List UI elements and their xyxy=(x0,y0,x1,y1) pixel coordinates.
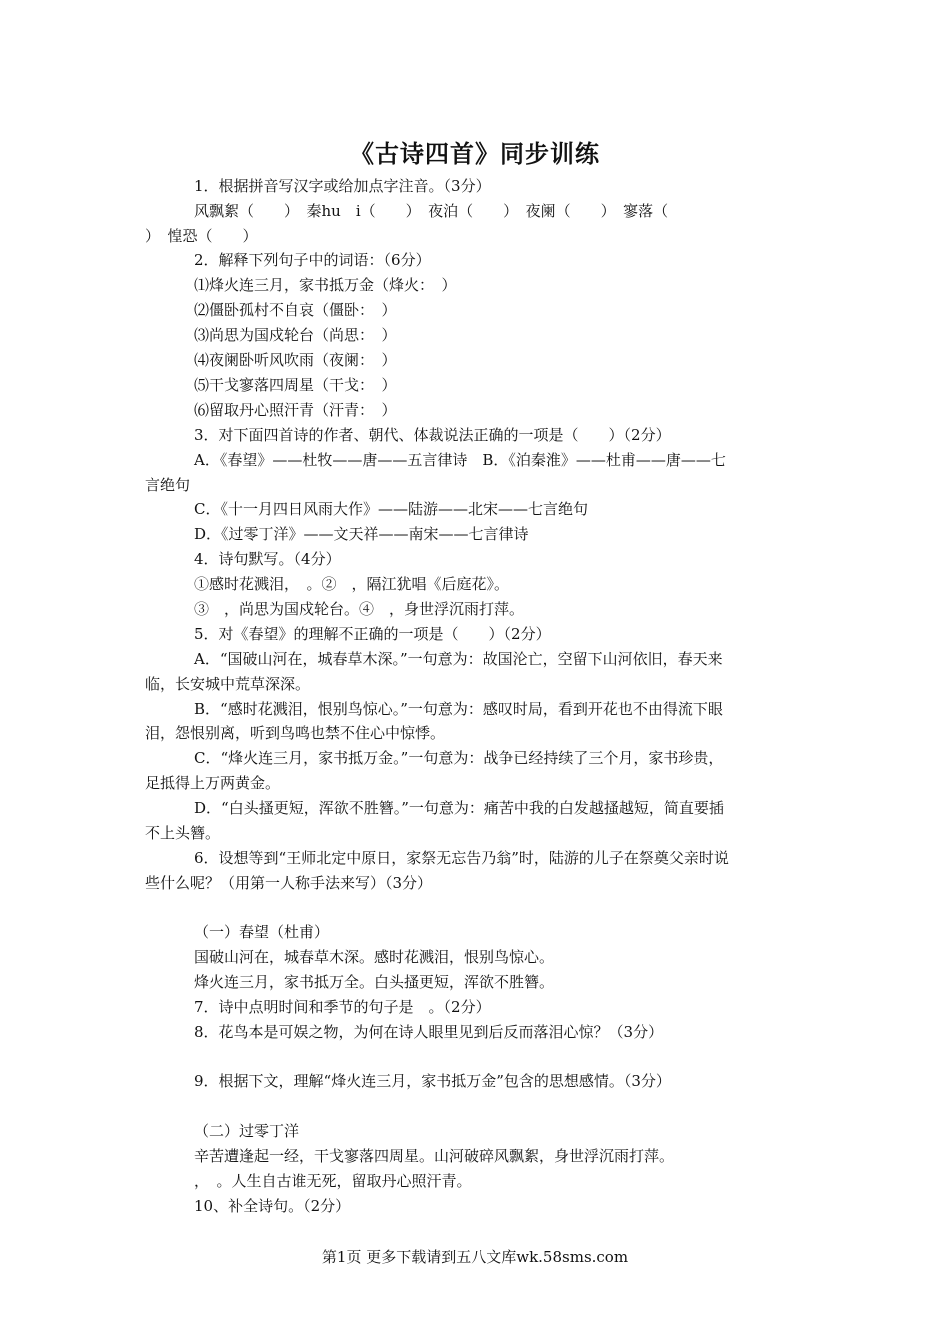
q2-item: ⑹留取丹心照汗青（汗青： ） xyxy=(194,401,397,419)
page-footer: 第1页 更多下载请到五八文库wk.58sms.com xyxy=(321,1248,629,1266)
poem2-heading: （二）过零丁洋 xyxy=(194,1122,300,1140)
q5-option-d: D．“白头搔更短，浑欲不胜簪。”一句意为：痛苦中我的白发越搔越短，简直要插 xyxy=(194,799,724,817)
q5-option-c: C．“烽火连三月，家书抵万金。”一句意为：战争已经持续了三个月，家书珍贵， xyxy=(194,749,724,767)
poem1-heading: （一）春望（杜甫） xyxy=(194,923,330,941)
q8-prompt: 8．花鸟本是可娱之物，为何在诗人眼里见到后反而落泪心惊？（3分） xyxy=(194,1023,664,1041)
q9-prompt: 9．根据下文，理解“烽火连三月，家书抵万金”包含的思想感情。（3分） xyxy=(194,1072,671,1090)
poem2-line: ， 。人生自古谁无死，留取丹心照汗青。 xyxy=(194,1172,472,1190)
q10-prompt: 10、补全诗句。（2分） xyxy=(194,1197,351,1215)
q5-option-d-cont: 不上头簪。 xyxy=(145,824,221,842)
q4-blank: ③ ，尚思为国戍轮台。④ ，身世浮沉雨打萍。 xyxy=(194,600,525,618)
poem2-line: 辛苦遭逢起一经，干戈寥落四周星。山河破碎风飘絮，身世浮沉雨打萍。 xyxy=(194,1147,675,1165)
q3-prompt: 3．对下面四首诗的作者、朝代、体裁说法正确的一项是（ ）（2分） xyxy=(194,426,671,444)
q2-item: ⑴烽火连三月，家书抵万金（烽火： ） xyxy=(194,276,457,294)
q3-option-ab: A．《春望》——杜牧——唐——五言律诗 B．《泊秦淮》——杜甫——唐——七 xyxy=(194,451,726,469)
q5-prompt: 5．对《春望》的理解不正确的一项是（ ）（2分） xyxy=(194,625,551,643)
q5-option-a-cont: 临，长安城中荒草深深。 xyxy=(145,675,311,693)
q2-item: ⑵僵卧孤村不自哀（僵卧： ） xyxy=(194,301,397,319)
q1-items: 风飘絮（ ） 秦hu i（ ） 夜泊（ ） 夜阑（ ） 寥落（ xyxy=(194,202,669,220)
q5-option-a: A．“国破山河在，城春草木深。”一句意为：故国沦亡，空留下山河依旧，春天来 xyxy=(194,650,723,668)
q1-items-cont: ） 惶恐（ ） xyxy=(145,227,258,245)
q2-item: ⑸干戈寥落四周星（干戈： ） xyxy=(194,376,397,394)
q2-prompt: 2．解释下列句子中的词语：（6分） xyxy=(194,251,431,269)
q6-prompt: 6．设想等到“王师北定中原日，家祭无忘告乃翁”时，陆游的儿子在祭奠父亲时说 xyxy=(194,849,729,867)
poem1-line: 烽火连三月，家书抵万全。白头搔更短，浑欲不胜簪。 xyxy=(194,973,555,991)
q1-prompt: 1．根据拼音写汉字或给加点字注音。（3分） xyxy=(194,177,491,195)
page-title: 《古诗四首》同步训练 xyxy=(350,139,600,168)
q3-option-ab-cont: 言绝句 xyxy=(145,476,191,494)
q4-prompt: 4．诗句默写。（4分） xyxy=(194,550,341,568)
q2-item: ⑶尚思为国戍轮台（尚思： ） xyxy=(194,326,397,344)
poem1-line: 国破山河在，城春草木深。感时花溅泪，恨别鸟惊心。 xyxy=(194,948,555,966)
q3-option-d: D．《过零丁洋》——文天祥——南宋——七言律诗 xyxy=(194,525,529,543)
q7-prompt: 7．诗中点明时间和季节的句子是 。（2分） xyxy=(194,998,491,1016)
q5-option-c-cont: 足抵得上万两黄金。 xyxy=(145,774,281,792)
q2-item: ⑷夜阑卧听风吹雨（夜阑： ） xyxy=(194,351,397,369)
q3-option-c: C．《十一月四日风雨大作》——陆游——北宋——七言绝句 xyxy=(194,500,588,518)
q6-prompt-cont: 些什么呢？（用第一人称手法来写）（3分） xyxy=(145,874,433,892)
q4-blank: ①感时花溅泪， 。② ，隔江犹唱《后庭花》。 xyxy=(194,575,510,593)
q5-option-b-cont: 泪，怨恨别离，听到鸟鸣也禁不住心中惊悸。 xyxy=(145,724,446,742)
q5-option-b: B．“感时花溅泪，恨别鸟惊心。”一句意为：感叹时局，看到开花也不由得流下眼 xyxy=(194,700,723,718)
